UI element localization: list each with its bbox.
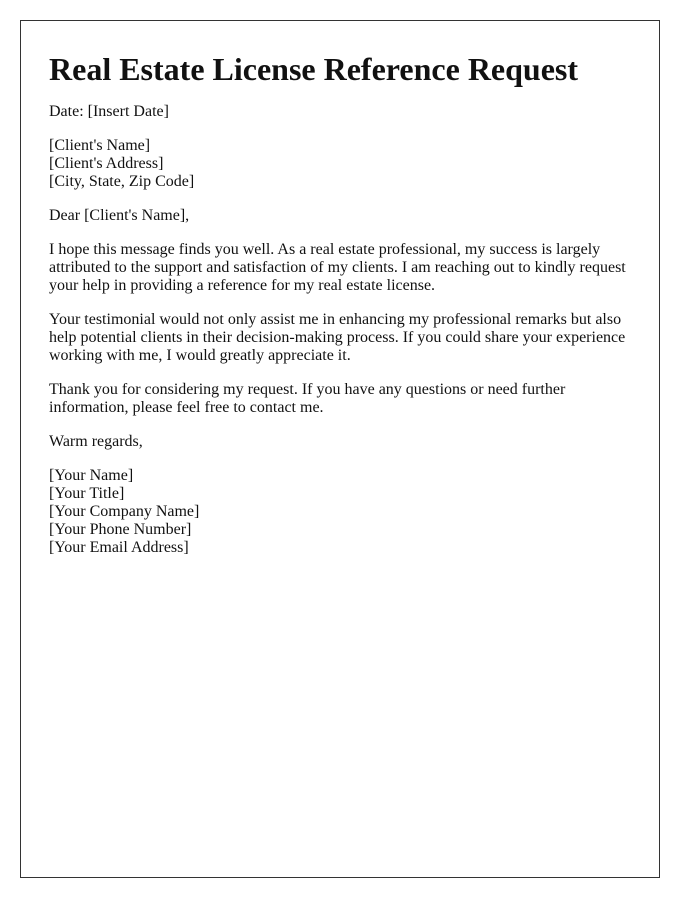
recipient-address: [Client's Address] xyxy=(49,155,164,172)
paragraph-line: help potential clients in their decision-making process. If you could share your experience xyxy=(49,329,626,346)
paragraph-line: information, please feel free to contact me. xyxy=(49,399,324,416)
letter-content xyxy=(49,51,639,573)
letter-date: Date: [Insert Date] xyxy=(49,103,169,120)
recipient-name: [Client's Name] xyxy=(49,137,151,154)
letter-page xyxy=(20,20,660,878)
recipient-city-state-zip: [City, State, Zip Code] xyxy=(49,173,195,190)
signature-name: [Your Name] xyxy=(49,467,134,484)
signature-company: [Your Company Name] xyxy=(49,503,200,520)
recipient-address-block xyxy=(49,137,639,191)
paragraph-line: working with me, I would greatly appreciate it. xyxy=(49,347,351,364)
salutation: Dear [Client's Name], xyxy=(49,207,190,224)
signature-title: [Your Title] xyxy=(49,485,125,502)
body-paragraph-1 xyxy=(49,241,639,295)
body-paragraph-3 xyxy=(49,381,639,417)
signature-phone: [Your Phone Number] xyxy=(49,521,192,538)
paragraph-line: your help in providing a reference for my real estate license. xyxy=(49,277,436,294)
body-paragraph-2 xyxy=(49,311,639,365)
signature-block xyxy=(49,467,639,557)
paragraph-line: Your testimonial would not only assist me in enhancing my professional remarks but also xyxy=(49,311,622,328)
paragraph-line: Thank you for considering my request. If you have any questions or need further xyxy=(49,381,566,398)
paragraph-line: attributed to the support and satisfaction of my clients. I am reaching out to kindly request xyxy=(49,259,626,276)
closing: Warm regards, xyxy=(49,433,143,450)
signature-email: [Your Email Address] xyxy=(49,539,189,556)
paragraph-line: I hope this message finds you well. As a real estate professional, my success is largely xyxy=(49,241,601,258)
letter-title: Real Estate License Reference Request xyxy=(49,51,579,87)
